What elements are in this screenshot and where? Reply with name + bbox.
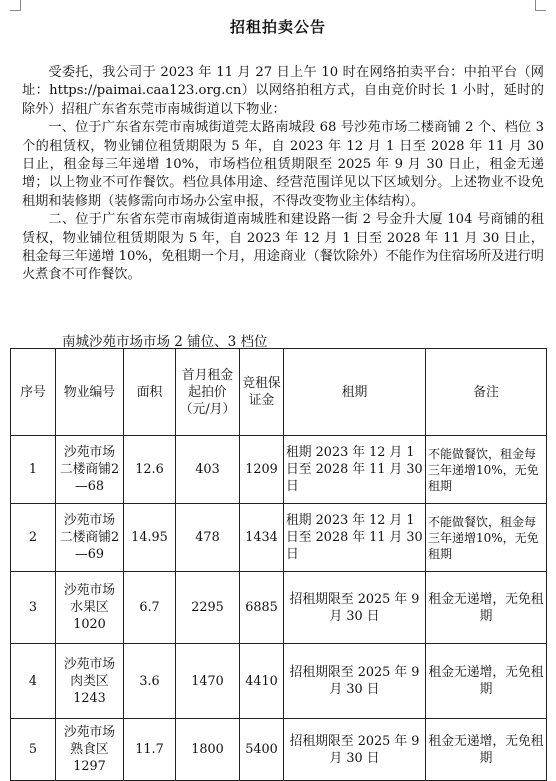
header-area: 面积 — [124, 349, 176, 436]
cell-property-code: 沙苑市场熟食区1297 — [56, 719, 124, 781]
paragraph-item-1: 一、位于广东省东莞市南城街道莞太路南城段 68 号沙苑市场二楼商铺 2 个、档位 3 个的租赁权，物业铺位租赁期限为 5 年，自 2023 年 12 月 1 日至 2028 年 11 月 30 日止，租金每三年递增 10%，市场档位租赁期限至 2025 年 9 月 30 日止，租金无递增；以上物业不可作餐饮。档位具体用途、经营范围详见以下区域划分。上述物业不设免租期和装修期（装修需向市场办公室申报，不得改变物业主体结构）。 — [22, 120, 544, 209]
table-row — [11, 436, 547, 504]
table-row — [11, 504, 547, 572]
cell-remarks: 不能做餐饮，租金每三年递增10%，无免租期 — [426, 436, 547, 504]
document-body — [22, 64, 544, 285]
cell-starting-rent: 1470 — [176, 644, 240, 719]
lease-table — [10, 348, 547, 781]
cell-deposit: 5400 — [240, 719, 284, 781]
header-index: 序号 — [11, 349, 56, 436]
cell-area: 12.6 — [124, 436, 176, 504]
table-row — [11, 719, 547, 781]
cell-starting-rent: 403 — [176, 436, 240, 504]
header-lease-term: 租期 — [284, 349, 426, 436]
cell-lease-term: 租期 2023 年 12 月 1 日至 2028 年 11 月 30 日 — [284, 436, 426, 504]
cell-index: 1 — [11, 436, 56, 504]
cell-remarks: 租金无递增，无免租期 — [426, 644, 547, 719]
page-corner-mark-right — [535, 0, 546, 11]
cell-area: 11.7 — [124, 719, 176, 781]
header-starting-rent: 首月租金起拍价（元/月） — [176, 349, 240, 436]
paragraph-item-2: 二、位于广东省东莞市南城街道南城胜和建设路一街 2 号金升大厦 104 号商铺的租赁权，物业铺位租赁期限为 5 年，自 2023 年 12 月 1 日至 2028 年 11 月 30 日止，租金每三年递增 10%，免租期一个月，用途商业（餐饮除外）不能作为住宿场所及进行明火煮食不可作餐饮。 — [22, 212, 544, 283]
cell-area: 6.7 — [124, 572, 176, 644]
cell-lease-term: 租期 2023 年 12 月 1 日至 2028 年 11 月 30 日 — [284, 504, 426, 572]
cell-area: 14.95 — [124, 504, 176, 572]
cell-deposit: 1434 — [240, 504, 284, 572]
cell-property-code: 沙苑市场二楼商铺2—68 — [56, 436, 124, 504]
cell-starting-rent: 1800 — [176, 719, 240, 781]
header-remarks: 备注 — [426, 349, 547, 436]
header-deposit: 竞租保证金 — [240, 349, 284, 436]
table-header-row — [11, 349, 547, 436]
cell-property-code: 沙苑市场肉类区1243 — [56, 644, 124, 719]
page-corner-mark-left — [10, 0, 21, 11]
cell-deposit: 4410 — [240, 644, 284, 719]
cell-starting-rent: 2295 — [176, 572, 240, 644]
cell-remarks: 不能做餐饮，租金每三年递增10%，无免租期 — [426, 504, 547, 572]
cell-remarks: 租金无递增，无免租期 — [426, 572, 547, 644]
cell-area: 3.6 — [124, 644, 176, 719]
cell-deposit: 6885 — [240, 572, 284, 644]
paragraph-intro: 受委托，我公司于 2023 年 11 月 27 日上午 10 时在网络拍卖平台：中拍平台（网址：https://paimai.caa123.org.cn）以网络拍租方式，自由竞价时长 1 小时，延时的除外）招租广东省东莞市南城街道以下物业： — [22, 65, 544, 117]
cell-lease-term: 招租期限至 2025 年 9 月 30 日 — [284, 572, 426, 644]
cell-index: 3 — [11, 572, 56, 644]
cell-remarks: 租金无递增，无免租期 — [426, 719, 547, 781]
cell-index: 2 — [11, 504, 56, 572]
cell-property-code: 沙苑市场二楼商铺2—69 — [56, 504, 124, 572]
cell-property-code: 沙苑市场水果区1020 — [56, 572, 124, 644]
cell-lease-term: 招租期限至 2025 年 9 月 30 日 — [284, 719, 426, 781]
cell-lease-term: 招租期限至 2025 年 9 月 30 日 — [284, 644, 426, 719]
cell-starting-rent: 478 — [176, 504, 240, 572]
cell-deposit: 1209 — [240, 436, 284, 504]
cell-index: 5 — [11, 719, 56, 781]
table-row — [11, 644, 547, 719]
header-property-code: 物业编号 — [56, 349, 124, 436]
cell-index: 4 — [11, 644, 56, 719]
document-title: 招租拍卖公告 — [229, 18, 326, 36]
table-caption: 南城沙苑市场市场 2 铺位、3 档位 — [62, 334, 268, 350]
table-row — [11, 572, 547, 644]
